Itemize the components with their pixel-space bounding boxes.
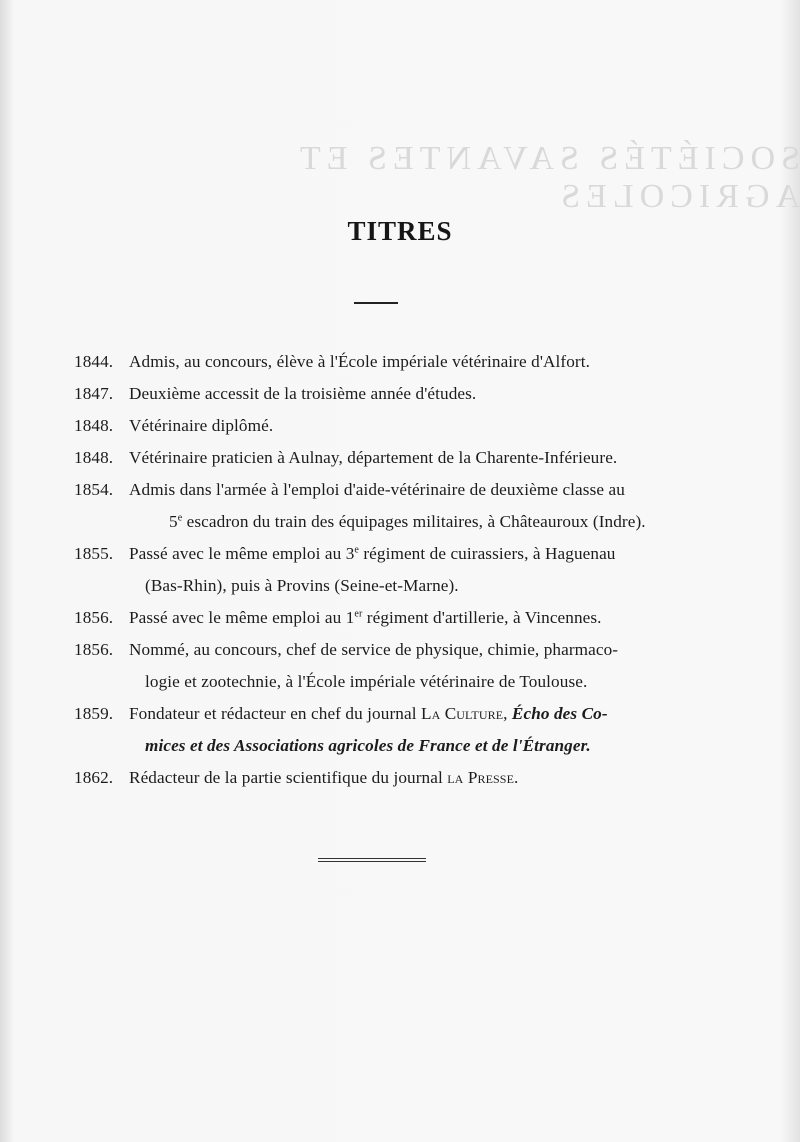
journal-title: la Presse xyxy=(447,768,515,787)
list-item xyxy=(74,762,684,794)
entry-year: 1844. xyxy=(74,352,114,371)
entry-text-continued: mices et des Associations agricoles de France et de l'Étranger. xyxy=(145,736,591,755)
entry-text-continued: 5e escadron du train des équipages militaires, à Châteauroux (Indre). xyxy=(169,512,646,531)
entry-text: Vétérinaire praticien à Aulnay, département de la Charente-Inférieure. xyxy=(129,448,618,467)
entry-text-continued: (Bas-Rhin), puis à Provins (Seine-et-Marne). xyxy=(145,576,459,595)
entries-list xyxy=(74,346,684,794)
entry-year: 1856. xyxy=(74,640,114,659)
entry-text-continued: logie et zootechnie, à l'École impériale vétérinaire de Toulouse. xyxy=(145,672,588,691)
bleed-through-text: SOCIÉTÉS SAVANTES ET AGRICOLES xyxy=(294,140,800,215)
entry-text: Nommé, au concours, chef de service de physique, chimie, pharmaco- xyxy=(129,640,619,659)
entry-year: 1859. xyxy=(74,704,114,723)
journal-title: La Culture xyxy=(420,704,504,723)
entry-year: 1862. xyxy=(74,768,114,787)
list-item xyxy=(74,378,684,410)
entry-year: 1848. xyxy=(74,416,114,435)
entry-year: 1855. xyxy=(74,544,114,563)
list-item xyxy=(74,698,684,762)
closing-rule xyxy=(318,858,426,861)
entry-text: Fondateur et rédacteur en chef du journal La Culture, Écho des Co- xyxy=(129,704,608,723)
entry-text: Deuxième accessit de la troisième année d'études. xyxy=(129,384,477,403)
entry-text: Admis, au concours, élève à l'École impériale vétérinaire d'Alfort. xyxy=(129,352,591,371)
entry-text: Passé avec le même emploi au 1er régiment d'artillerie, à Vincennes. xyxy=(129,608,602,627)
entry-text: Rédacteur de la partie scientifique du journal la Presse. xyxy=(129,768,519,787)
list-item xyxy=(74,410,684,442)
entry-text: Vétérinaire diplômé. xyxy=(129,416,274,435)
list-item xyxy=(74,602,684,634)
entry-year: 1856. xyxy=(74,608,114,627)
list-item xyxy=(74,634,684,698)
list-item xyxy=(74,346,684,378)
title-rule xyxy=(354,302,398,304)
entry-text: Admis dans l'armée à l'emploi d'aide-vétérinaire de deuxième classe au xyxy=(129,480,625,499)
list-item xyxy=(74,442,684,474)
page-title: TITRES xyxy=(347,216,453,246)
entry-year: 1847. xyxy=(74,384,114,403)
entry-year: 1848. xyxy=(74,448,114,467)
list-item xyxy=(74,474,684,538)
entry-text: Passé avec le même emploi au 3e régiment de cuirassiers, à Haguenau xyxy=(129,544,616,563)
list-item xyxy=(74,538,684,602)
entry-year: 1854. xyxy=(74,480,114,499)
